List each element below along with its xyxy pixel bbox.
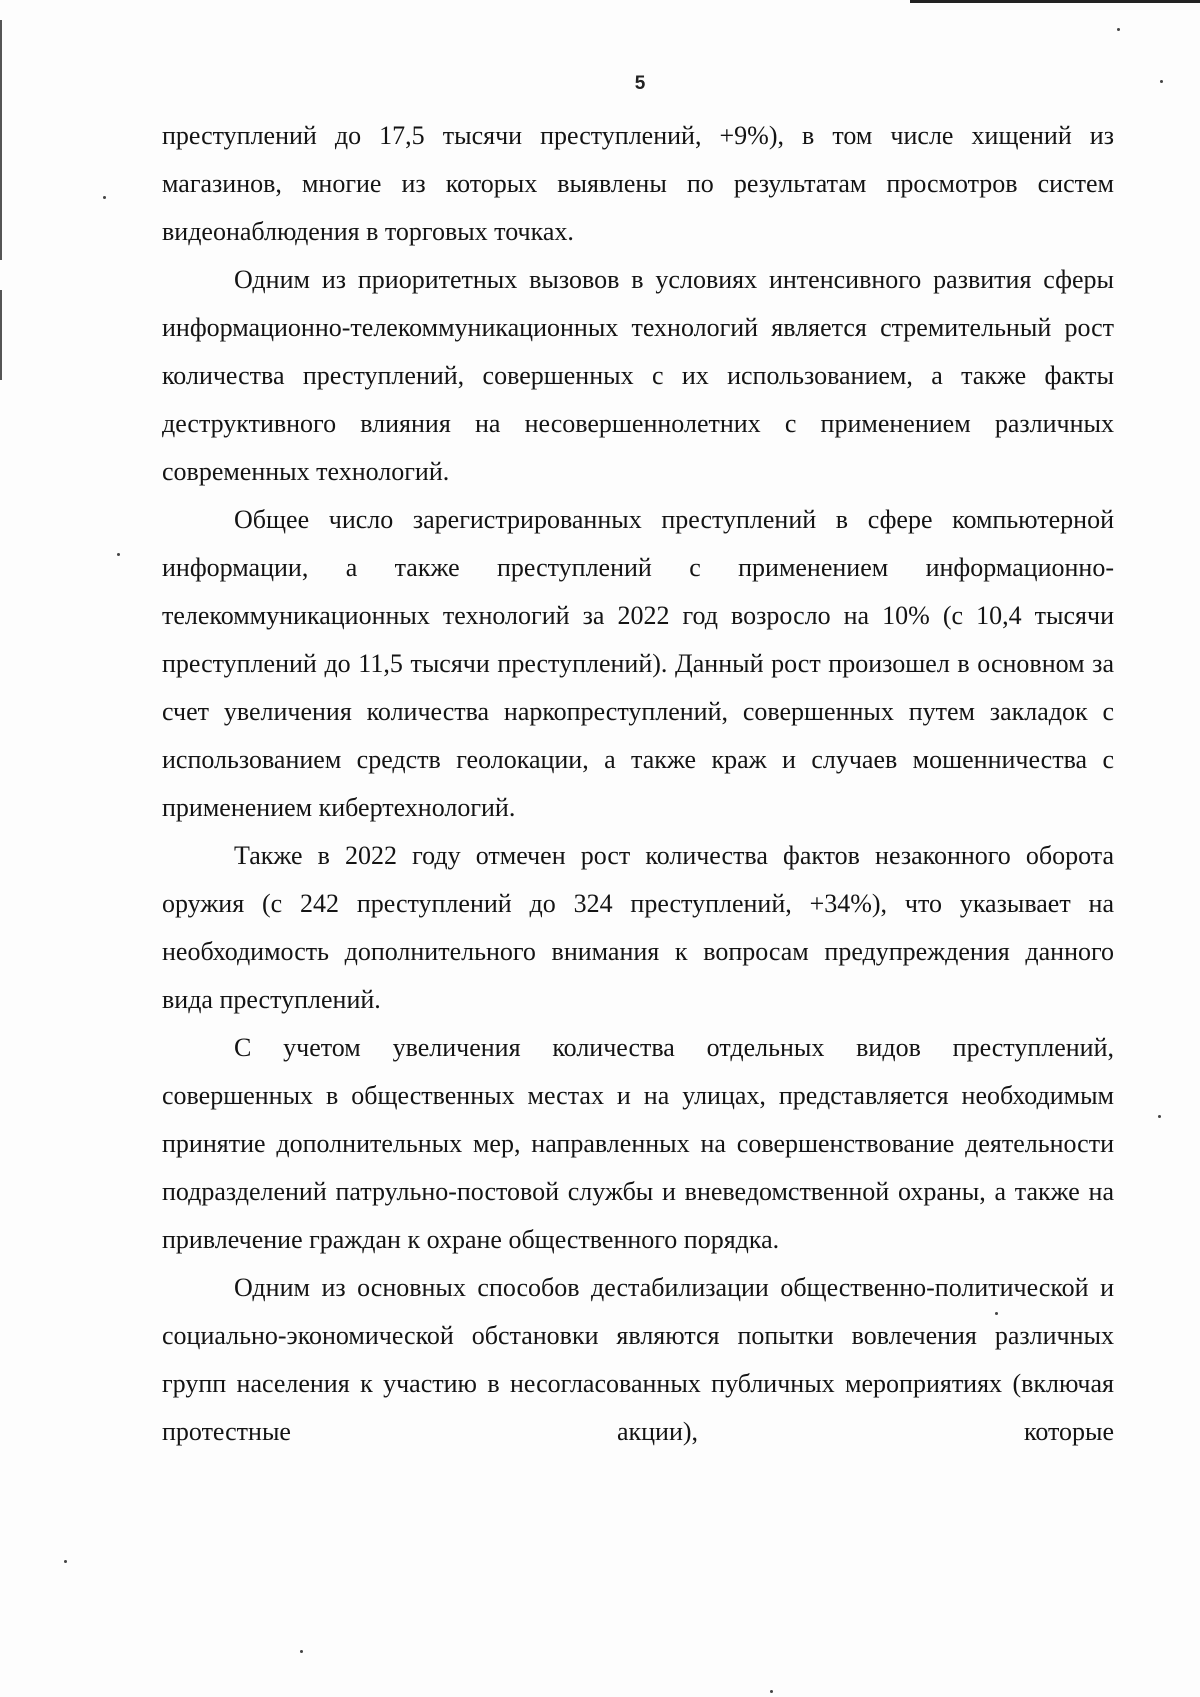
scan-margin-mark (0, 20, 2, 260)
paragraph: Также в 2022 году отмечен рост количества фактов незаконного оборота оружия (с 242 преступлений до 324 преступлений, +34%), что указывает на необходимость дополнительного внимания к вопросам предупреждения данного вида преступлений. (162, 841, 1114, 1014)
scan-speck (1160, 80, 1163, 83)
scan-speck (103, 196, 106, 199)
scan-edge-line (910, 0, 1200, 3)
scan-speck (300, 1650, 303, 1653)
paragraph: Одним из приоритетных вызовов в условиях интенсивного развития сферы информационно-телекоммуникационных технологий является стремительный рост количества преступлений, совершенных с их использованием, а также факты деструктивного влияния на несовершеннолетних с применением различных современных технологий. (162, 265, 1114, 486)
scan-margin-mark (0, 290, 2, 380)
scan-speck (770, 1690, 773, 1693)
scan-speck (1117, 28, 1120, 31)
body-text (162, 112, 1114, 1456)
scan-speck (1158, 1115, 1161, 1118)
scan-speck (995, 1312, 998, 1315)
scan-speck (117, 553, 120, 556)
paragraph: С учетом увеличения количества отдельных видов преступлений, совершенных в общественных местах и на улицах, представляется необходимым принятие дополнительных мер, направленных на совершенствование деятельности подразделений патрульно-постовой службы и вневедомственной охраны, а также на привлечение граждан к охране общественного порядка. (162, 1033, 1114, 1254)
scan-speck (64, 1560, 67, 1563)
paragraph-continues: Одним из основных способов дестабилизации общественно-политической и социально-экономической обстановки являются попытки вовлечения различных групп населения к участию в несогласованных публичных мероприятиях (включая протестные акции), которые (162, 1273, 1114, 1446)
paragraph: Общее число зарегистрированных преступлений в сфере компьютерной информации, а также преступлений с применением информационно-телекоммуникационных технологий за 2022 год возросло на 10% (с 10,4 тысячи преступлений до 11,5 тысячи преступлений). Данный рост произошел в основном за счет увеличения количества наркопреступлений, совершенных путем закладок с использованием средств геолокации, а также краж и случаев мошенничества с применением кибертехнологий. (162, 505, 1114, 822)
paragraph-continuation: преступлений до 17,5 тысячи преступлений, +9%), в том числе хищений из магазинов, многие из которых выявлены по результатам просмотров систем видеонаблюдения в торговых точках. (162, 121, 1114, 246)
page-number: 5 (634, 73, 646, 94)
